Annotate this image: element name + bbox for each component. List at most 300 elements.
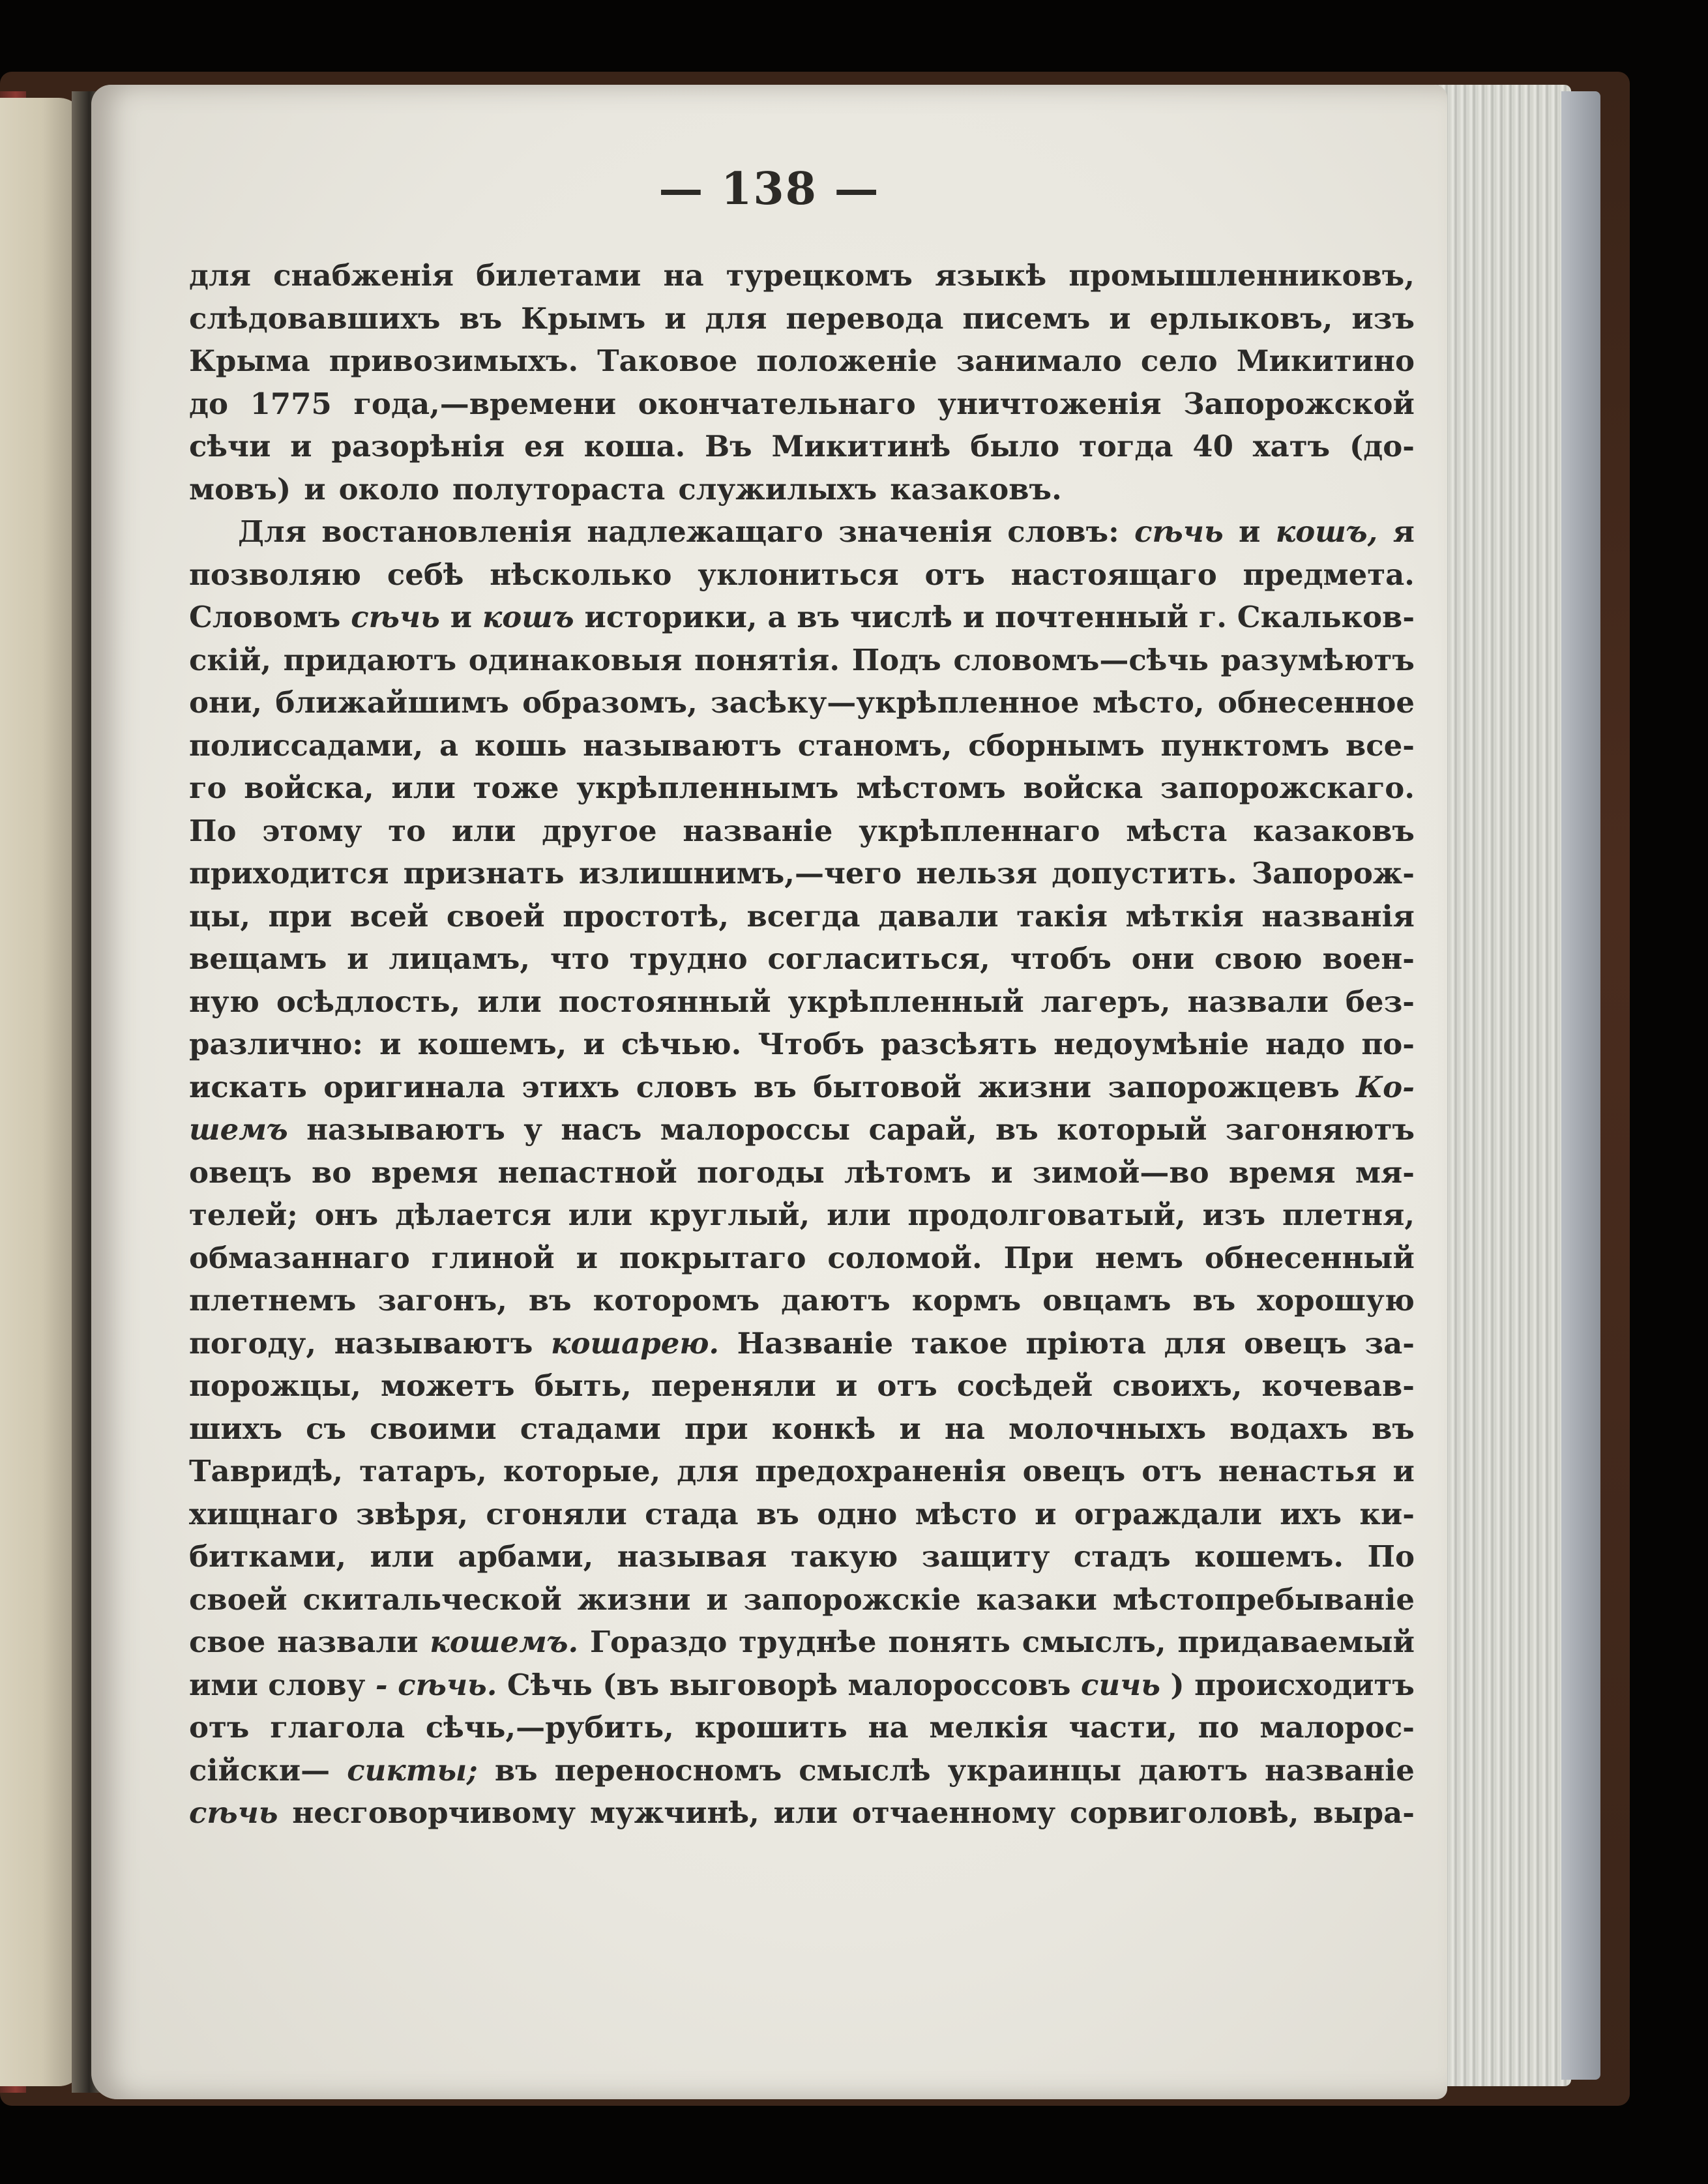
word: востановленія <box>321 514 572 549</box>
word: кошемъ. <box>1194 1539 1344 1574</box>
word: сѣчь <box>1134 514 1224 549</box>
text-line <box>189 254 1415 297</box>
word: уничтоженія <box>937 386 1162 421</box>
word: въ <box>459 301 503 336</box>
word: стада <box>645 1496 739 1531</box>
word: въ <box>754 1069 797 1104</box>
word: малороссы <box>660 1112 851 1147</box>
word: разорѣнія <box>331 429 505 464</box>
word: недоумѣніе <box>1053 1027 1249 1061</box>
word: этому <box>262 813 362 848</box>
word: слѣдовавшихъ <box>189 301 441 336</box>
word: и <box>576 1240 598 1275</box>
word: въ <box>756 1496 799 1531</box>
word: уклониться <box>698 557 899 592</box>
word: который <box>1057 1112 1207 1147</box>
page-number: — 138 — <box>658 163 880 215</box>
word: сосѣдей <box>956 1368 1093 1403</box>
word: овецъ <box>189 1155 292 1190</box>
word: запорожцевъ <box>1108 1069 1340 1104</box>
word: По <box>189 813 237 848</box>
word: чтобъ <box>1010 941 1112 976</box>
text-line <box>189 767 1415 810</box>
word: сѣчь,—рубить, <box>425 1710 674 1745</box>
text-line <box>189 1408 1415 1451</box>
word: или <box>568 1198 633 1232</box>
word: происходитъ <box>1194 1667 1415 1702</box>
text-line <box>189 1066 1415 1109</box>
word: мелкія <box>929 1710 1048 1745</box>
word: плетнемъ <box>189 1283 357 1318</box>
word: засѣку—укрѣпленное <box>711 685 1080 720</box>
word: казаковъ. <box>890 471 1062 507</box>
word: и <box>347 941 369 976</box>
word: въ <box>995 1112 1038 1147</box>
word: ерлыковъ, <box>1149 301 1333 336</box>
word: своими <box>370 1411 497 1446</box>
word: и <box>706 1582 728 1617</box>
word: называя <box>617 1539 767 1574</box>
word: погоду, <box>189 1325 317 1361</box>
word: стадъ <box>1073 1539 1171 1574</box>
word: и <box>1239 514 1261 549</box>
word: другое <box>542 813 657 848</box>
word: загоняютъ <box>1225 1112 1415 1147</box>
word: выговорѣ <box>669 1667 838 1702</box>
word: почтенный <box>995 600 1188 634</box>
word: обнесенный <box>1204 1240 1415 1275</box>
word: настоящаго <box>1010 557 1217 592</box>
word: кошь <box>474 728 567 763</box>
word: хищнаго <box>189 1496 338 1531</box>
word: кошемъ. <box>430 1625 579 1659</box>
word: По <box>1367 1539 1415 1574</box>
word: кошъ, <box>1275 514 1378 549</box>
word: войска, <box>244 771 374 805</box>
word: у <box>523 1112 543 1147</box>
word: соломой. <box>827 1240 982 1275</box>
word: молочныхъ <box>1008 1411 1207 1446</box>
word: запорожскаго. <box>1160 771 1415 805</box>
word: одинаковыя <box>468 642 683 677</box>
word: изъ <box>1202 1198 1266 1232</box>
word: ими <box>189 1667 258 1702</box>
word: сійски— <box>189 1752 331 1788</box>
word: продолговатый, <box>907 1198 1186 1232</box>
word: лѣтомъ <box>844 1155 971 1190</box>
word: Чтобъ <box>758 1027 864 1061</box>
word: и <box>664 301 686 336</box>
word: 1775 <box>250 386 332 421</box>
word: погоды <box>697 1155 825 1190</box>
word: жизни <box>978 1069 1092 1104</box>
word: звѣря, <box>356 1496 469 1531</box>
word: обмазаннаго <box>189 1240 410 1275</box>
word: ограждали <box>1074 1496 1262 1531</box>
text-line <box>189 297 1415 340</box>
word: до <box>189 386 229 421</box>
word: по <box>1198 1710 1239 1745</box>
word: образомъ, <box>522 685 698 720</box>
word: словъ: <box>1007 514 1119 549</box>
word: ки- <box>1359 1496 1415 1531</box>
word: хорошую <box>1257 1283 1415 1318</box>
word: конкѣ <box>771 1411 876 1446</box>
word: и <box>962 600 985 634</box>
word: пунктомъ <box>1160 728 1330 763</box>
word: этихъ <box>522 1069 620 1104</box>
word: коша. <box>583 429 686 464</box>
word: такое <box>911 1325 1008 1361</box>
word: всей <box>349 898 429 934</box>
word: украинцы <box>947 1752 1122 1788</box>
word: отъ <box>924 557 985 592</box>
word: и <box>379 1027 402 1061</box>
word: промышленниковъ, <box>1068 258 1415 293</box>
word: Микитино <box>1236 344 1415 378</box>
word: вещамъ <box>189 941 327 976</box>
word: они, <box>189 685 262 720</box>
word: года,—времени <box>353 386 617 421</box>
text-line <box>189 596 1415 639</box>
word: ненастья <box>1218 1454 1377 1488</box>
text-line <box>189 1450 1415 1493</box>
word: Словомъ <box>189 600 341 634</box>
word: или <box>451 813 516 848</box>
word: а <box>767 600 787 634</box>
word: мѣсто <box>915 1496 1017 1531</box>
word: признать <box>403 856 565 891</box>
word: отъ <box>877 1368 937 1403</box>
word: сборнымъ <box>968 728 1145 763</box>
word: словомъ—сѣчь <box>953 642 1209 677</box>
word: перевода <box>786 301 944 336</box>
word: трудно <box>629 941 748 976</box>
text-line <box>189 639 1415 682</box>
word: на <box>868 1710 909 1745</box>
word: переняли <box>651 1368 816 1403</box>
word: Ко- <box>1356 1069 1415 1104</box>
word: крошить <box>694 1710 847 1745</box>
word: труднѣе <box>739 1625 877 1659</box>
text-line <box>189 1023 1415 1066</box>
word: укрѣпленнаго <box>859 813 1100 848</box>
word: быть, <box>534 1368 632 1403</box>
word: въ <box>797 600 840 634</box>
word: (въ <box>602 1667 660 1702</box>
word: или <box>773 1795 838 1830</box>
word: сорвиголовѣ, <box>1070 1795 1299 1830</box>
word: сгоняли <box>486 1496 627 1531</box>
word: онъ <box>314 1198 379 1232</box>
word: словъ <box>636 1069 737 1104</box>
word: Крымъ <box>521 301 646 336</box>
word: Въ <box>705 429 752 464</box>
word: и <box>835 1368 858 1403</box>
word: во <box>311 1155 352 1190</box>
word: позволяю <box>189 557 362 592</box>
word: положеніе <box>756 344 937 378</box>
text-line <box>189 510 1415 553</box>
word: без- <box>1345 984 1415 1019</box>
word: отчаенному <box>851 1795 1056 1830</box>
word: сарай, <box>868 1112 977 1147</box>
word: загонъ, <box>377 1283 507 1318</box>
word: назвали <box>1187 984 1329 1019</box>
text-line <box>189 1749 1415 1792</box>
word: глиной <box>431 1240 555 1275</box>
word: на <box>944 1411 985 1446</box>
word: понятія. <box>694 642 840 677</box>
word: назвали <box>277 1625 419 1659</box>
word: лицамъ, <box>389 941 531 976</box>
page-edges <box>1431 85 1571 2086</box>
word: жизни <box>577 1582 691 1617</box>
text-line <box>189 681 1415 724</box>
word: я <box>1392 514 1415 549</box>
word: своей <box>189 1582 287 1617</box>
word: себѣ <box>387 557 464 592</box>
word: которомъ <box>593 1283 760 1318</box>
word: придаваемый <box>1177 1625 1415 1659</box>
word: мя- <box>1355 1155 1415 1190</box>
word: дѣлается <box>395 1198 552 1232</box>
text-line <box>189 981 1415 1024</box>
word: простотѣ, <box>563 898 729 934</box>
word: Запорож- <box>1251 856 1415 891</box>
word: лагеръ, <box>1040 984 1171 1019</box>
word: водахъ <box>1229 1411 1349 1446</box>
word: время <box>371 1155 479 1190</box>
page-text <box>189 254 1415 1835</box>
word: разумѣютъ <box>1220 642 1415 677</box>
word: мужчинѣ, <box>589 1795 759 1830</box>
word: мѣткія <box>1125 898 1244 934</box>
word: такую <box>790 1539 898 1574</box>
word: для <box>1164 1325 1226 1361</box>
word: телей; <box>189 1198 298 1232</box>
word: турецкомъ <box>726 258 913 293</box>
word: что <box>550 941 610 976</box>
text-line <box>189 1621 1415 1664</box>
text-line <box>189 1578 1415 1621</box>
word: скій, <box>189 642 272 677</box>
word: и <box>1392 1454 1415 1488</box>
word: полутораста <box>452 471 666 507</box>
word: бытовой <box>813 1069 962 1104</box>
word: ную <box>189 984 259 1019</box>
word: отъ <box>189 1710 250 1745</box>
word: Тавридѣ, <box>189 1454 344 1488</box>
word: (до- <box>1349 429 1415 464</box>
word: за- <box>1364 1325 1415 1361</box>
word: по- <box>1361 1027 1415 1061</box>
word: казаковъ <box>1253 813 1415 848</box>
word: въ <box>1372 1411 1415 1446</box>
word: названія <box>1261 898 1415 934</box>
text-line <box>189 937 1415 981</box>
word: казаки <box>976 1582 1097 1617</box>
word: порожцы, <box>189 1368 361 1403</box>
word: сѣчь <box>351 600 440 634</box>
word: станомъ, <box>797 728 952 763</box>
word: снабженія <box>273 258 454 293</box>
word: свое <box>189 1625 266 1659</box>
text-line <box>189 810 1415 853</box>
word: кошъ <box>482 600 574 634</box>
word: даютъ <box>781 1283 891 1318</box>
word: кормъ <box>911 1283 1022 1318</box>
word: и <box>899 1411 921 1446</box>
word: давали <box>877 898 999 934</box>
word: даютъ <box>1138 1752 1248 1788</box>
word: смыслъ, <box>1022 1625 1166 1659</box>
word: тоже <box>473 771 559 805</box>
word: было <box>970 429 1060 464</box>
word: придаютъ <box>283 642 457 677</box>
page-edge-shadow <box>1561 91 1600 2080</box>
word: и <box>304 471 326 507</box>
word: хатъ <box>1252 429 1331 464</box>
text-line <box>189 1108 1415 1151</box>
word: мовъ) <box>189 471 291 507</box>
word: согласиться, <box>767 941 990 976</box>
word: своей <box>446 898 545 934</box>
text-line <box>189 1365 1415 1408</box>
word: называютъ <box>306 1112 505 1147</box>
word: го <box>189 771 227 805</box>
text-line <box>189 340 1415 383</box>
word: занимало <box>956 344 1122 378</box>
word: все- <box>1345 728 1415 763</box>
word: запорожскіе <box>743 1582 961 1617</box>
word: мѣста <box>1126 813 1228 848</box>
text-line <box>189 1151 1415 1194</box>
word: которые, <box>503 1454 661 1488</box>
word: г. <box>1198 600 1227 634</box>
word: Подъ <box>851 642 941 677</box>
word: или <box>391 771 456 805</box>
word: стадами <box>520 1411 661 1446</box>
text-line <box>189 425 1415 468</box>
word: сѣчь <box>189 1795 278 1830</box>
word: шихъ <box>189 1411 283 1446</box>
word: и <box>991 1155 1013 1190</box>
text-line <box>189 852 1415 895</box>
word: въ <box>528 1283 572 1318</box>
word: насъ <box>561 1112 642 1147</box>
word: части, <box>1068 1710 1177 1745</box>
word: ея <box>523 429 565 464</box>
word: слову <box>268 1667 366 1702</box>
word: Микитинѣ <box>771 429 951 464</box>
word: татаръ, <box>359 1454 487 1488</box>
word: различно: <box>189 1027 363 1061</box>
text-line <box>189 468 1415 511</box>
word: овецъ <box>1022 1454 1126 1488</box>
word: и <box>1109 301 1131 336</box>
word: Для <box>238 514 306 549</box>
word: то <box>388 813 426 848</box>
word: немъ <box>1095 1240 1184 1275</box>
word: Запорожской <box>1183 386 1415 421</box>
word: билетами <box>476 258 641 293</box>
text-line <box>189 1792 1415 1835</box>
word: допустить. <box>1052 856 1237 891</box>
word: свою <box>1214 941 1303 976</box>
text-line <box>189 724 1415 767</box>
word: цы, <box>189 898 251 934</box>
word: или <box>370 1539 434 1574</box>
word: всегда <box>746 898 861 934</box>
word: овцамъ <box>1042 1283 1171 1318</box>
word: Крыма <box>189 344 310 378</box>
word: зимой—во <box>1032 1155 1209 1190</box>
word: для <box>677 1454 739 1488</box>
word: приходится <box>189 856 389 891</box>
word: глагола <box>270 1710 405 1745</box>
word: можетъ <box>380 1368 515 1403</box>
word: надлежащаго <box>587 514 823 549</box>
word: осѣдлость, <box>276 984 461 1019</box>
word: мѣсто, <box>1092 685 1205 720</box>
word: защиту <box>921 1539 1050 1574</box>
word: войска <box>1023 771 1143 805</box>
word: Таковое <box>597 344 738 378</box>
word: отъ <box>1141 1454 1202 1488</box>
word: воен- <box>1322 941 1415 976</box>
word: писемъ <box>962 301 1091 336</box>
word: битками, <box>189 1539 347 1574</box>
word: называютъ <box>583 728 782 763</box>
word: покрытаго <box>619 1240 806 1275</box>
word: арбами, <box>458 1539 594 1574</box>
word: историки, <box>584 600 758 634</box>
word: одно <box>817 1496 898 1531</box>
word: надо <box>1265 1027 1346 1061</box>
book-page <box>91 85 1447 2099</box>
word: 40 <box>1192 429 1233 464</box>
word: или <box>827 1198 891 1232</box>
word: плетня, <box>1282 1198 1415 1232</box>
word: скитальческой <box>302 1582 562 1617</box>
word: кочевав- <box>1261 1368 1415 1403</box>
text-line <box>189 1535 1415 1578</box>
word: ) <box>1170 1667 1185 1702</box>
word: обнесенное <box>1217 685 1415 720</box>
text-line <box>189 1279 1415 1322</box>
text-line <box>189 1194 1415 1237</box>
word: кошемъ, <box>417 1027 567 1061</box>
word: выра- <box>1313 1795 1415 1830</box>
word: предохраненія <box>755 1454 1007 1488</box>
word: для <box>705 301 767 336</box>
word: и <box>450 600 472 634</box>
text-line <box>189 553 1415 597</box>
word: малорос- <box>1259 1710 1415 1745</box>
word: ихъ <box>1280 1496 1342 1531</box>
word: Названіе <box>737 1325 894 1361</box>
word: укрѣпленнымъ <box>576 771 839 805</box>
word: а <box>439 728 459 763</box>
word: овецъ <box>1244 1325 1347 1361</box>
word: искать <box>189 1069 307 1104</box>
word: мѣстомъ <box>856 771 1006 805</box>
word: нѣсколько <box>490 557 672 592</box>
word: - сѣчь. <box>375 1667 497 1702</box>
text-line <box>189 383 1415 426</box>
word: при <box>268 898 332 934</box>
